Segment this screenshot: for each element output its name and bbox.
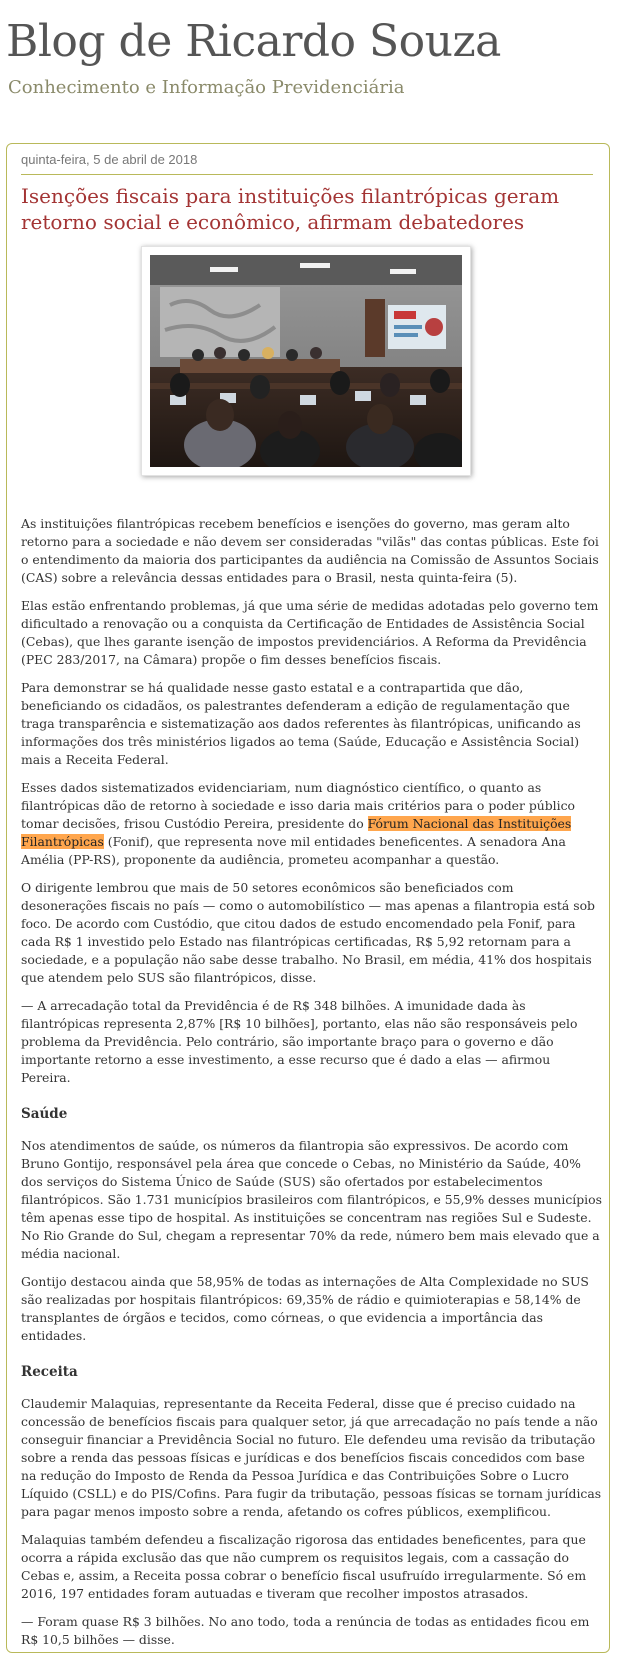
- highlighted-text: Fórum Nacional das Instituições Filantrópicas: [21, 816, 572, 849]
- blog-title[interactable]: Blog de Ricardo Souza: [6, 16, 501, 67]
- post-container: [6, 143, 610, 1653]
- photo-senate-committee-hearing-icon: [150, 255, 462, 467]
- paragraph-6: — A arrecadação total da Previdência é de R$ 348 bilhões. A imunidade dada às filantrópicas representa 2,87% [R$ 10 bilhões], portanto, elas não são responsáveis pelo problema da Previdência. Pelo contrário, são importante braço para o governo e dão importante retorno a esse investimento, a esse recurso que é dado a elas — afirmou Pereira.: [21, 998, 578, 1085]
- section-heading-saude: Saúde: [21, 1106, 68, 1122]
- paragraph-4-text-before: Esses dados sistematizados evidenciariam, num diagnóstico científico, o quanto as filantrópicas dão de retorno à sociedade e isso daria mais critérios para o poder público tomar decisões, frisou Custódio Pereira, presidente do: [21, 780, 576, 831]
- post-image[interactable]: [141, 246, 471, 476]
- paragraph-1: As instituições filantrópicas recebem benefícios e isenções do governo, mas geram alto retorno para a sociedade e não devem ser consideradas "vilãs" das contas públicas. Este foi o entendimento da maioria dos participantes da audiência na Comissão de Assuntos Sociais (CAS) sobre a relevância dessas entidades para o Brasil, nesta quinta-feira (5).: [21, 516, 599, 585]
- paragraph-8: Gontijo destacou ainda que 58,95% de todas as internações de Alta Complexidade no SUS são realizadas por hospitais filantrópicos: 69,35% de rádio e quimioterapias e 58,14% de transplantes de órgãos e tecidos, como córneas, o que evidencia a importância das entidades.: [21, 1274, 589, 1343]
- paragraph-10: Malaquias também defendeu a fiscalização rigorosa das entidades beneficentes, para que ocorra a rápida exclusão das que não cumprem os requisitos legais, com a cassação do Cebas e, assim, a Receita possa cobrar o benefício fiscal usufruído irregularmente. Só em 2016, 197 entidades foram autuadas e tiveram que recolher impostos atrasados.: [21, 1532, 587, 1601]
- paragraph-3: Para demonstrar se há qualidade nesse gasto estatal e a contrapartida que dão, beneficiando os cidadãos, os palestrantes defenderam a edição de regulamentação que traga transparência e sistematização aos dados referentes às filantrópicas, unificando as informações dos três ministérios ligados ao tema (Saúde, Educação e Assistência Social) mais a Receita Federal.: [21, 680, 581, 767]
- blog-header: [6, 12, 626, 100]
- post-date: quinta-feira, 5 de abril de 2018: [21, 152, 593, 175]
- paragraph-4-text-after: (Fonif), que representa nove mil entidades beneficentes. A senadora Ana Amélia (PP-RS), proponente da audiência, prometeu acompanhar a questão.: [21, 834, 566, 867]
- post-title[interactable]: Isenções fiscais para instituições filantrópicas geram retorno social e econômico, afirmam debatedores: [21, 184, 560, 234]
- post-body: [21, 515, 603, 1659]
- paragraph-2: Elas estão enfrentando problemas, já que uma série de medidas adotadas pelo governo tem dificultado a renovação ou a conquista da Certificação de Entidades de Assistência Social (Cebas), que lhes garante isenção de impostos previdenciários. A Reforma da Previdência (PEC 283/2017, na Câmara) propõe o fim desses benefícios fiscais.: [21, 598, 599, 667]
- blog-description: Conhecimento e Informação Previdenciária: [8, 77, 405, 98]
- paragraph-11: — Foram quase R$ 3 bilhões. No ano todo, toda a renúncia de todas as entidades ficou em R$ 10,5 bilhões — disse.: [21, 1614, 590, 1647]
- paragraph-7: Nos atendimentos de saúde, os números da filantropia são expressivos. De acordo com Bruno Gontijo, responsável pela área que concede o Cebas, no Ministério da Saúde, 40% dos serviços do Sistema Único de Saúde (SUS) são ofertados por estabelecimentos filantrópicos. São 1.731 municípios brasileiros com filantrópicos, e 55,9% desses municípios têm apenas esse tipo de hospital. As instituições se concentram nas regiões Sul e Sudeste. No Rio Grande do Sul, chegam a representar 70% da rede, número bem mais elevado que a média nacional.: [21, 1138, 602, 1261]
- section-heading-receita: Receita: [21, 1364, 78, 1380]
- paragraph-9: Claudemir Malaquias, representante da Receita Federal, disse que é preciso cuidado na concessão de benefícios fiscais para qualquer setor, já que arrecadação no país tende a não conseguir financiar a Previdência Social no futuro. Ele defendeu uma revisão da tributação sobre a renda das pessoas físicas e jurídicas e dos benefícios fiscais concedidos com base na redução do Imposto de Renda da Pessoa Jurídica e das Contribuições Sobre o Lucro Líquido (CSLL) e do PIS/Cofins. Para fugir da tributação, pessoas físicas se tornam jurídicas para pagar menos imposto sobre a renda, afetando os cofres públicos, exemplificou.: [21, 1396, 602, 1519]
- paragraph-5: O dirigente lembrou que mais de 50 setores econômicos são beneficiados com desonerações fiscais no país — como o automobilístico — mas apenas a filantropia está sob foco. De acordo com Custódio, que citou dados de estudo encomendado pela Fonif, para cada R$ 1 investido pelo Estado nas filantrópicas certificadas, R$ 5,92 retornam para a sociedade, e a população não sabe desse trabalho. No Brasil, em média, 41% dos hospitais que atendem pelo SUS são filantrópicos, disse.: [21, 880, 595, 985]
- paragraph-4: [21, 779, 603, 869]
